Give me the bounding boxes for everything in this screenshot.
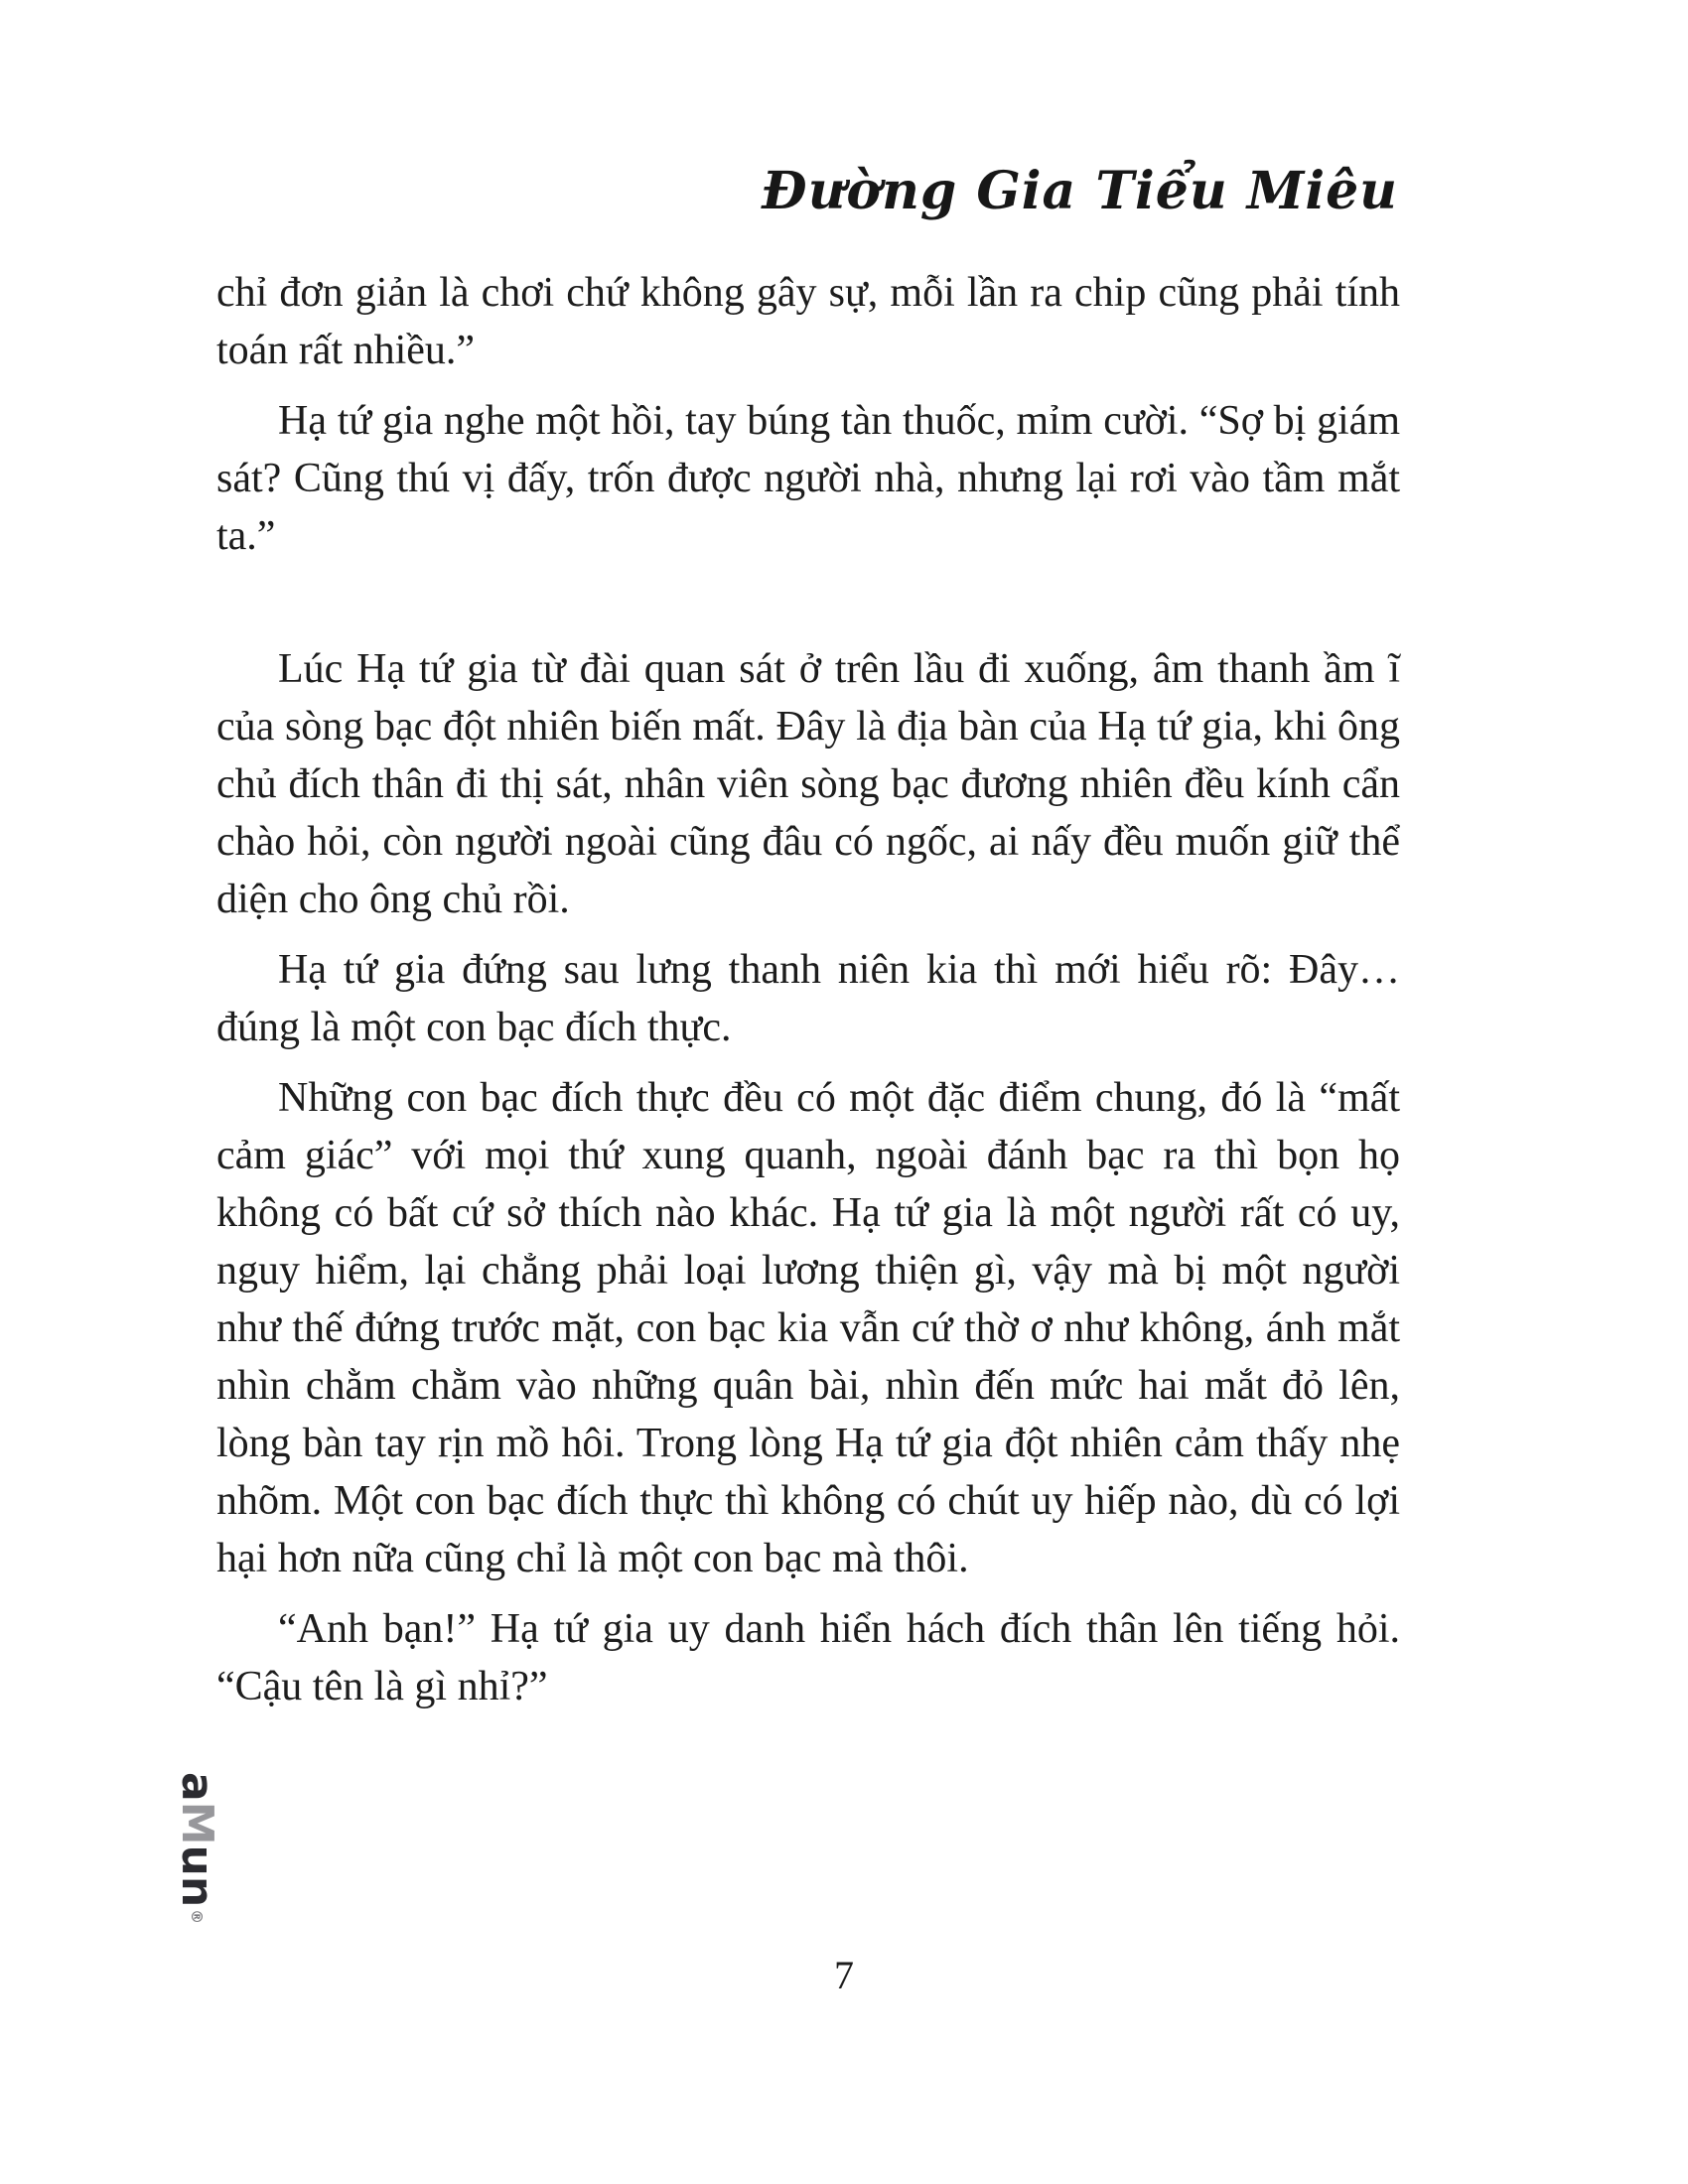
paragraph: chỉ đơn giản là chơi chứ không gây sự, mỗi lần ra chip cũng phải tính toán rất nhiều.” — [216, 270, 1400, 373]
publisher-logo — [172, 1772, 222, 1925]
paragraph: Những con bạc đích thực đều có một đặc điểm chung, đó là “mất cảm giác” với mọi thứ xung quanh, ngoài đánh bạc ra thì bọn họ không có bất cứ sở thích nào khác. Hạ tứ gia là một người rất có uy, nguy hiểm, lại chẳng phải loại lương thiện gì, vậy mà bị một người như thế đứng trước mặt, con bạc kia vẫn cứ thờ ơ như không, ánh mắt nhìn chằm chằm vào những quân bài, nhìn đến mức hai mắt đỏ lên, lòng bàn tay rịn mồ hôi. Trong lòng Hạ tứ gia đột nhiên cảm thấy nhẹ nhõm. Một con bạc đích thực thì không có chút uy hiếp nào, dù có lợi hại hơn nữa cũng chỉ là một con bạc mà thôi. — [216, 1075, 1400, 1581]
logo-letter-m: M — [172, 1801, 222, 1845]
body-text — [216, 264, 1400, 1728]
paragraph: “Anh bạn!” Hạ tứ gia uy danh hiển hách đích thân lên tiếng hỏi. “Cậu tên là gì nhỉ?” — [216, 1606, 1400, 1709]
paragraph: Lúc Hạ tứ gia từ đài quan sát ở trên lầu đi xuống, âm thanh ầm ĩ của sòng bạc đột nhiên biến mất. Đây là địa bàn của Hạ tứ gia, khi ông chủ đích thân đi thị sát, nhân viên sòng bạc đương nhiên đều kính cẩn chào hỏi, còn người ngoài cũng đâu có ngốc, ai nấy đều muốn giữ thể diện cho ông chủ rồi. — [216, 646, 1400, 922]
logo-letters-un: un — [172, 1844, 222, 1908]
logo-letter-a: a — [172, 1772, 222, 1802]
paragraph: Hạ tứ gia đứng sau lưng thanh niên kia thì mới hiểu rõ: Đây… đúng là một con bạc đích thực. — [216, 947, 1400, 1050]
registered-trademark-icon: ® — [188, 1909, 206, 1925]
paragraph: Hạ tứ gia nghe một hồi, tay búng tàn thuốc, mỉm cười. “Sợ bị giám sát? Cũng thú vị đấy, trốn được người nhà, nhưng lại rơi vào tầm mắt ta.” — [216, 398, 1400, 559]
page-number: 7 — [834, 1953, 854, 1997]
running-head-author: Đường Gia Tiểu Miêu — [762, 161, 1398, 221]
